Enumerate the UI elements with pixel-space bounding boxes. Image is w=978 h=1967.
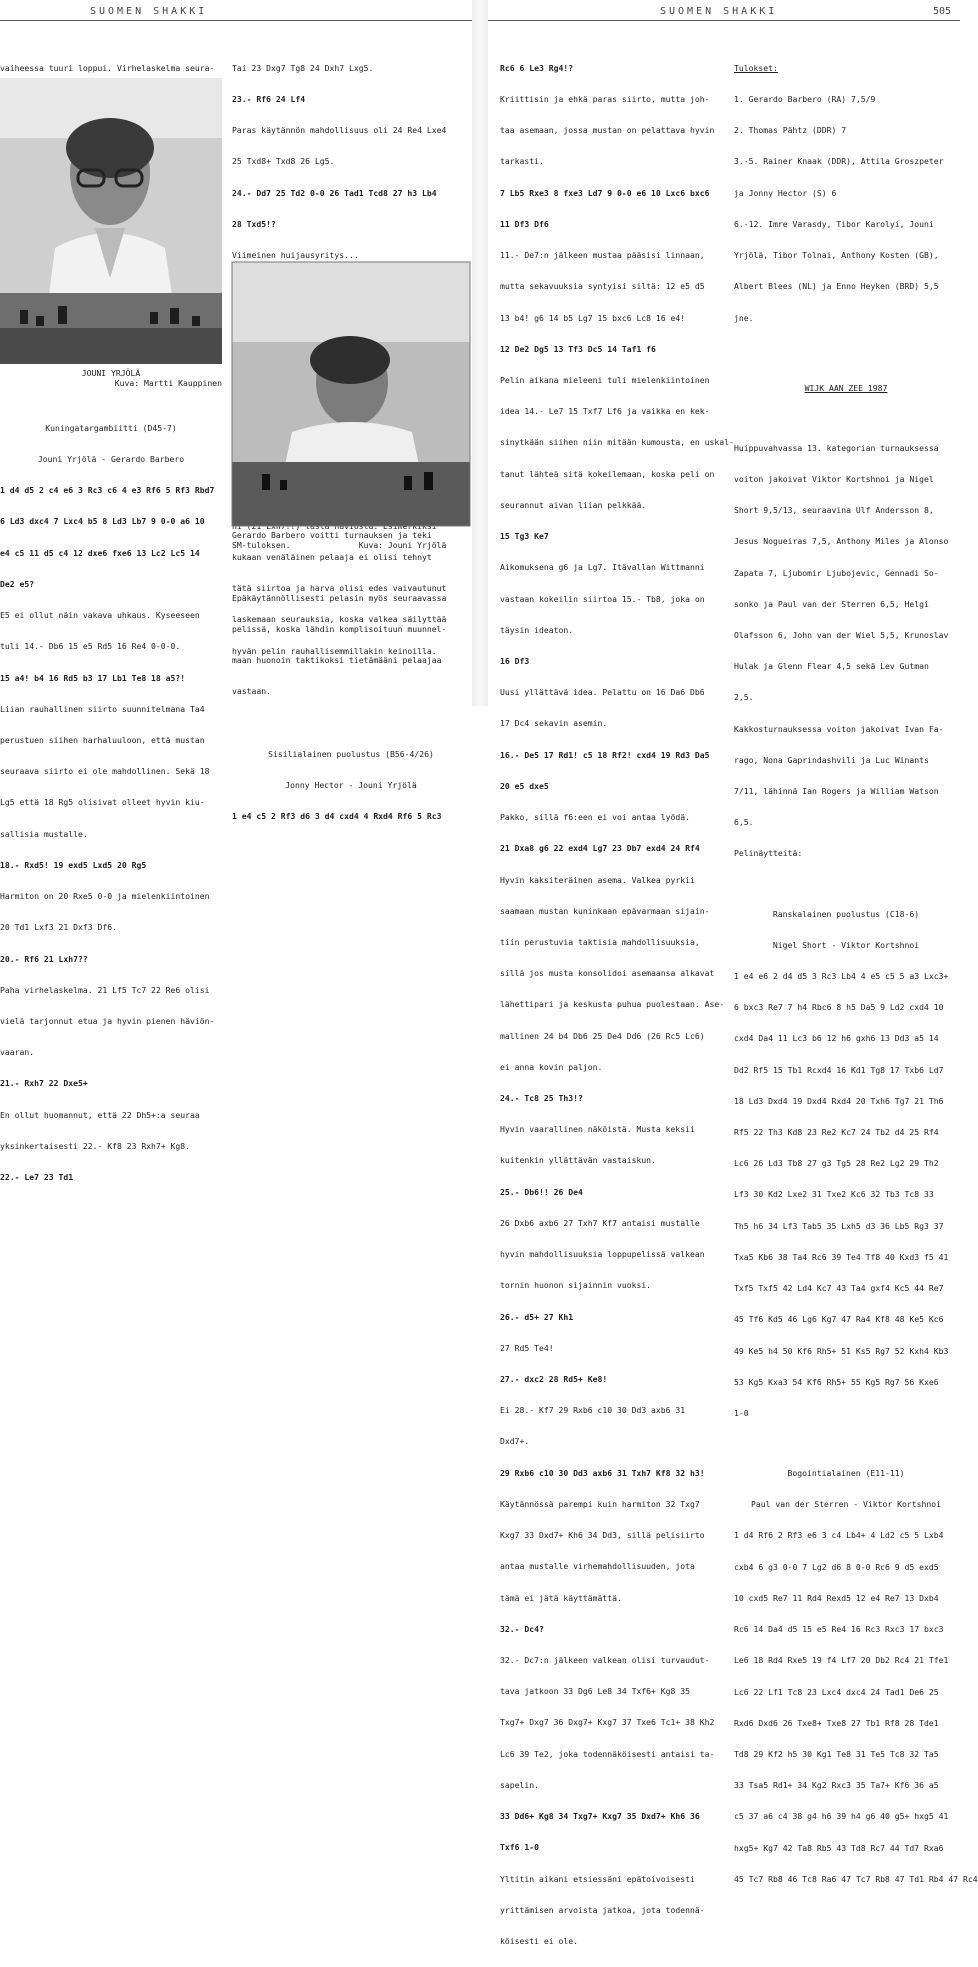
game-4-players: Paul van der Sterren - Viktor Kortshnoi <box>750 1499 942 1510</box>
game-1: Kuningatargambiitti (D45-7) Jouni Yrjölä - Gerardo Barbero 1 d4 d5 2 c4 e6 3 Rc3 c6 4 e3 Rf6 5 Rf3 Rbd7 6 Ld3 dxc4 7 Lxc4 b5 8 Ld3 Lb7 9 0-0 a6 10 e4 c5 11 d5 c4 12 dxe6 fxe6 13 Lc2 Lc5 14 De2 e5? E5 ei ollut näin vakava uhkaus. Kyseeseen tuli 14.- Db6 15 e5 Rd5 16 Re4 0-0-0. 15 a4! b4 16 Rd5 b3 17 Lb1 Te8 18 a5?! Liian rauhallinen siirto suunnitelmana Ta4 perustuen siihen harhaluuloon, että mustan seuraava siirto ei ole mahdollinen. Sekä 18 Lg5 että 18 Rg5 olisivat olleet hyvin kiu- sallisia mustalle. 18.- Rxd5! 19 exd5 Lxd5 20 Rg5 Harmiton on 20 Rxe5 0-0 ja mielenkiintoinen 20 Td1 Lxf3 21 Dxf3 Df6. 20.- Rf6 21 Lxh7?? Paha virhelaskelma. 21 Lf5 Tc7 22 Re6 olisi vielä tarjonnut etua ja hyvin pienen häviön- vaaran. 21.- Rxh7 22 Dxe5+ En ollut huomannut, että 22 Dh5+:a seuraa yksinkertaisesti 22.- Kf8 23 Rxh7+ Kg8. 22.- Le7 23 Td1 <box>0 402 222 1203</box>
photo2-caption: Gerardo Barbero voitti turnauksen ja teki SM-tuloksen. Kuva: Jouni Yrjölä <box>232 530 447 551</box>
right-page-header: SUOMEN SHAKKI <box>660 6 778 17</box>
game-1-continued: Tai 23 Dxg7 Tg8 24 Dxh7 Lxg5. 23.- Rf6 24 Lf4 Paras käytännön mahdollisuus oli 24 Re4 Lxe4 25 Txd8+ Txd8 26 Lg5. 24.- Dd7 25 Td2 0-0 26 Tad1 Tcd8 27 h3 Lb4 28 Txd5!? Viimeinen huijausyritys... kukaan venäläinen pelaaja ei olisi tehnyt tätä siirtoa ja harva olisi edes vaivautunut laskemaan seurauksia, koska valkea säilyttää hyvän pelin rauhallisemmillakin keinoilla. <box>232 62 447 656</box>
page-number: 505 <box>933 6 952 17</box>
game-3-title: Ranskalainen puolustus (C18-6) <box>772 908 920 919</box>
photo-jouni-yrjola <box>0 78 222 364</box>
wijk-title: WIJK AAN ZEE 1987 <box>804 382 888 393</box>
game-2-title: Sisilialainen puolustus (B56-4/26) <box>268 748 434 759</box>
game-2-continued: Rc6 6 Le3 Rg4!? Kriittisin ja ehkä paras siirto, mutta joh- taa asemaan, jossa mustan on pelattava hyvin tarkasti. 7 Lb5 Rxe3 8 fxe3 Ld7 9 0-0 e6 10 Lxc6 bxc6 11 Df3 Df6 11.- De7:n jälkeen mustaa pääsisi linnaan, mutta sekavuuksia syntyisi siltä: 12 e5 d5 13 b4! g6 14 b5 Lg7 15 bxc6 Lc8 16 e4! 12 De2 Dg5 13 Tf3 Dc5 14 Taf1 f6 Pelin aikana mieleeni tuli mielenkiintoinen idea 14.- Le7 15 Txf7 Lf6 ja vaikka en kek- sinytkään siihen niin mitään kumousta, en uskal- tanut lähteä sitä kokeilemaan, koska peli on seurannut aivan liian pelkkää. 15 Tg3 Ke7 Aikomuksena g6 ja Lg7. Itävallan Wittmanni vastaan kokeilin siirtoa 15.- Tb8, joka on täysin ideaton. 16 Df3 Uusi yllättävä idea. Pelattu on 16 Da6 Db6 17 Dc4 sekavin asemin. 16.- De5 17 Rd1! c5 18 Rf2! cxd4 19 Rd3 Da5 20 e5 dxe5 Pakko, sillä f6:een ei voi antaa lyödä. 21 Dxa8 g6 22 exd4 Lg7 23 Db7 exd4 24 Rf4 Hyvin kaksiteräinen asema. Valkea pyrkii saamaan mustan kuninkaan epävarmaan sijain- tiin perustuvia taktisia mahdollisuuksia, sillä jos musta konsolidoi asemaansa alkavat lähettipari ja keskusta puhua puolestaan. Ase- mallinen 24 b4 Db6 25 De4 Dd6 (26 Rc5 Lc6) ei anna kovin paljon. 24.- Tc8 25 Th3!? Hyvin vaarallinen näköistä. Musta keksii kuitenkin yllättävän vastaiskun. 25.- Db6!! 26 De4 26 Dxb6 axb6 27 Txh7 Kf7 antaisi mustalle hyvin mahdollisuuksia loppupelissä valkean tornin huonon sijainnin vuoksi. 26.- d5+ 27 Kh1 27 Rd5 Te4! 27.- dxc2 28 Rd5+ Ke8! Ei 28.- Kf7 29 Rxb6 c10 30 Dd3 axb6 31 Dxd7+. 29 Rxb6 c10 30 Dd3 axb6 31 Txh7 Kf8 32 h3! Käytännössä parempi kuin harmiton 32 Txg7 Kxg7 33 Dxd7+ Kh6 34 Dd3, sillä pelisiirto antaa mustalle virhemahdollisuuden, jota tämä ei jätä käyttämättä. 32.- Dc4? 32.- Dc7:n jälkeen valkean olisi turvaudut- tava jatkoon 33 Dg6 Le8 34 Txf6+ Kg8 35 Txg7+ Dxg7 36 Dxg7+ Kxg7 37 Txe6 Tc1+ 38 Kh2 Lc6 39 Te2, joka todennäköisesti antaisi ta- sapelin. 33 Dd6+ Kg8 34 Txg7+ Kxg7 35 Dxd7+ Kh6 36 Txf6 1-0 Yltitin aikani etsiessäni epätoivoisesti yrittämisen arvoista jatkoa, jota todennä- köisesti ei ole. <box>500 62 734 1946</box>
left-header-rule <box>0 20 472 21</box>
left-tail-text: Epäkäytännöllisesti pelasin myös seuraavassa pelissä, koska lähdin komplisoituun muunnel- maan huonoin taktikoksi tietämääni pelaajaa vastaan. Sisilialainen puolustus (B56-4/26) Jonny Hector - Jouni Yrjölä 1 e4 c5 2 Rf3 d6 3 d4 cxd4 4 Rxd4 Rf6 5 Rc3 <box>232 572 470 842</box>
results-section: Tulokset: 1. Gerardo Barbero (RA) 7,5/9 2. Thomas Pähtz (DDR) 7 3.-5. Rainer Knaak (DDR), Attila Groszpeter ja Jonny Hector (S) 6 6.-12. Imre Varasdy, Tibor Karolyi, Jouni Yrjölä, Tibor Tolnai, Anthony Kosten (GB), Albert Blees (NL) ja Enno Heyken (BRD) 5,5 jne. WIJK AAN ZEE 1987 Huippuvahvassa 13. kategorian turnauksessa voiton jakoivat Viktor Kortshnoi ja Nigel Short 9,5/13, seuraavina Ulf Andersson 8, Jesus Nogueiras 7,5, Anthony Miles ja Alonso Zapata 7, Ljubomir Ljubojevic, Gennadi So- sonko ja Paul van der Sterren 6,5, Helgi Olafsson 6, John van der Wiel 5,5, Krunoslav Hulak ja Glenn Flear 4,5 sekä Lev Gutman 2,5. Kakkosturnauksessa voiton jakoivat Ivan Fa- rago, Nona Gaprindashvili ja Luc Winants 7/11, lähinnä Ian Rogers ja William Watson 6,5. Pelinäytteitä: Ranskalainen puolustus (C18-6) Nigel Short - Viktor Kortshnoi 1 e4 e6 2 d4 d5 3 Rc3 Lb4 4 e5 c5 5 a3 Lxc3+ 6 bxc3 Re7 7 h4 Rbc6 8 h5 Da5 9 Ld2 cxd4 10 cxd4 Da4 11 Lc3 b6 12 h6 gxh6 13 Dd3 a5 14 Dd2 Rf5 15 Tb1 Rcxd4 16 Kd1 Tg8 17 Txb6 Ld7 18 Ld3 Dxd4 19 Dxd4 Rxd4 20 Txh6 Tg7 21 Th6 Rf5 22 Th3 Kd8 23 Re2 Kc7 24 Tb2 d4 25 Rf4 Lc6 26 Ld3 Tb8 27 g3 Tg5 28 Re2 Lg2 29 Th2 Lf3 30 Kd2 Lxe2 31 Txe2 Kc6 32 Tb3 Tc8 33 Th5 h6 34 Lf3 Tab5 35 Lxh5 d3 36 Lb5 Rg3 37 Txa5 Kb6 38 Ta4 Rc6 39 Te4 Tf8 40 Kxd3 f5 41 Txf5 Txf5 42 Ld4 Kc7 43 Ta4 gxf4 Kc5 44 Re7 45 Tf6 Kd5 46 Lg6 Kg7 47 Ra4 Kf8 48 Ke5 Kc6 49 Ke5 h4 50 Kf6 Rh5+ 51 Ks5 Rg7 52 Kxh4 Kb3 53 Kg5 Kxa3 54 Kf6 Rh5+ 55 Kg5 Rg7 56 Kxe6 1-0 Bogointialainen (E11-11) Paul van der Sterren - Viktor Kortshnoi 1 d4 Rf6 2 Rf3 e6 3 c4 Lb4+ 4 Ld2 c5 5 Lxb4 cxb4 6 g3 0-0 7 Lg2 d6 8 0-0 Rc6 9 d5 exd5 10 cxd5 Re7 11 Rd4 Rexd5 12 e4 Re7 13 Dxb4 Rc6 14 Da4 d5 15 e5 Re4 16 Rc3 Rxc3 17 bxc3 Le6 18 Rd4 Rxe5 19 f4 Lf7 20 Db2 Rc4 21 Tfe1 Lc6 22 Lf1 Tc8 23 Lxc4 dxc4 24 Tad1 De6 25 Rxd6 Dxd6 26 Txe8+ Txe8 27 Tb1 Rf8 28 Tde1 Td8 29 Kf2 h5 30 Kg1 Te8 31 Te5 Tc8 32 Ta5 33 Tsa5 Rd1+ 34 Kg2 Rxc3 35 Ta7+ Kf6 36 a5 c5 37 a6 c4 38 g4 h6 39 h4 g6 40 g5+ hxg5 41 hxg5+ Kg7 42 Ta8 Rb5 43 Td8 Rc7 44 Td7 Rxa6 45 Tc7 Rb8 46 Tc8 Ra6 47 Tc7 Rb8 47 Td1 Rb4 47 Rc4 <box>734 62 978 1884</box>
chess-player-illustration <box>232 262 470 526</box>
page-gutter <box>472 0 488 706</box>
right-header-rule <box>488 20 960 21</box>
portrait-illustration <box>0 78 222 364</box>
game-1-title: Kuningatargambiitti (D45-7) <box>45 422 177 433</box>
game-3-players: Nigel Short - Viktor Kortshnoi <box>772 939 920 950</box>
left-page <box>0 0 472 1183</box>
game-1-players: Jouni Yrjölä - Gerardo Barbero <box>37 454 185 465</box>
game-2-players: Jonny Hector - Jouni Yrjölä <box>285 779 417 790</box>
left-intro: vaiheessa tuuri loppui. Virhelaskelma seura- <box>0 62 215 73</box>
photo-gerardo-barbero <box>232 262 470 526</box>
results-title: Tulokset: <box>734 62 778 73</box>
game-4-title: Bogointialainen (E11-11) <box>787 1468 905 1479</box>
game-2-moves: 1 e4 c5 2 Rf3 d6 3 d4 cxd4 4 Rxd4 Rf6 5 Rc3 <box>232 810 442 821</box>
right-page <box>488 0 978 1946</box>
photo-caption: JOUNI YRJÖLÄ Kuva: Martti Kauppinen <box>81 368 222 389</box>
left-page-header: SUOMEN SHAKKI <box>90 6 208 17</box>
